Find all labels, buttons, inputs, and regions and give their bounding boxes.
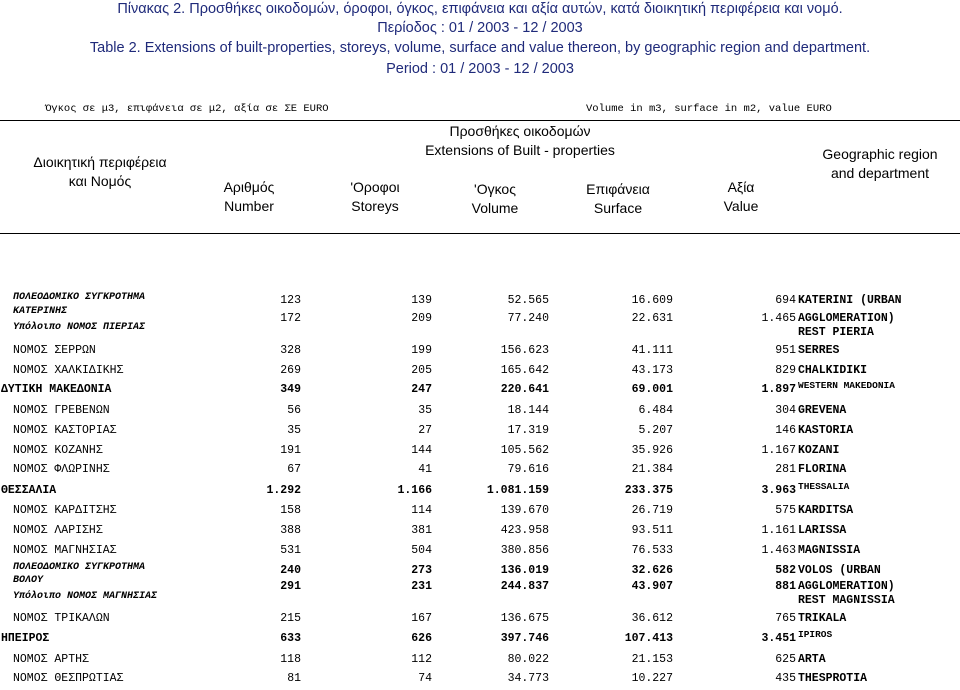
row-label-english: CHALKIDIKI [798, 364, 868, 377]
cell-number: 1.292 [266, 484, 301, 497]
cell-volume: 423.958 [500, 524, 549, 537]
row-label-english: KATERINI (URBAN [798, 294, 902, 307]
cell-value: 1.161 [761, 524, 796, 537]
header-bottom-rule [0, 233, 960, 234]
cell-surface: 35.926 [631, 444, 673, 457]
cell-surface: 107.413 [624, 632, 673, 645]
cell-volume: 52.565 [507, 294, 549, 307]
cell-storeys: 35 [418, 404, 432, 417]
cell-number: 172 [280, 312, 301, 325]
cell-storeys: 205 [411, 364, 432, 377]
row-label: Υπόλοιπο ΝΟΜΟΣ ΜΑΓΝΗΣΙΑΣ [13, 591, 158, 602]
table-row [0, 501, 960, 521]
units-note-greek: Όγκος σε μ3, επιφάνεια σε μ2, αξία σε ΣΕ EURO [45, 103, 329, 115]
header-region-greek [0, 153, 200, 191]
header-number-greek: Αριθμός [223, 179, 275, 195]
header-volume-greek: 'Ογκος [474, 181, 516, 197]
cell-surface: 26.719 [631, 504, 673, 517]
table-row-region [0, 629, 960, 649]
cell-value: 1.463 [761, 544, 796, 557]
header-surface-greek: Επιφάνεια [586, 181, 650, 197]
row-label-english: WESTERN MAKEDONIA [798, 380, 895, 391]
cell-surface: 43.173 [631, 364, 673, 377]
row-label-english: THESPROTIA [798, 672, 868, 685]
header-number-english: Number [224, 198, 274, 214]
cell-number: 123 [280, 294, 301, 307]
cell-storeys: 626 [411, 632, 432, 645]
cell-value: 765 [775, 612, 796, 625]
row-label: ΘΕΣΣΑΛΙΑ [1, 484, 57, 497]
cell-value: 1.465 [761, 312, 796, 325]
cell-value: 1.167 [761, 444, 796, 457]
row-label: ΝΟΜΟΣ ΦΛΩΡΙΝΗΣ [13, 463, 110, 476]
row-label-english: REST PIERIA [798, 326, 874, 339]
header-region-line2: και Νομός [68, 173, 132, 189]
cell-surface: 6.484 [638, 404, 673, 417]
row-label-english: REST MAGNISSIA [798, 594, 895, 607]
row-label: ΝΟΜΟΣ ΧΑΛΚΙΔΙΚΗΣ [13, 364, 124, 377]
cell-number: 191 [280, 444, 301, 457]
table-row [0, 341, 960, 361]
cell-volume: 380.856 [500, 544, 549, 557]
row-label: ΝΟΜΟΣ ΤΡΙΚΑΛΩΝ [13, 612, 110, 625]
cell-surface: 233.375 [624, 484, 673, 497]
row-label-english: LARISSA [798, 524, 847, 537]
header-geo-line2: and department [830, 165, 930, 181]
units-note-english: Volume in m3, surface in m2, value EURO [586, 103, 832, 115]
cell-volume: 77.240 [507, 312, 549, 325]
header-extensions-english: Extensions of Built - properties [425, 142, 615, 158]
cell-volume: 1.081.159 [486, 484, 549, 497]
cell-storeys: 112 [411, 653, 432, 666]
cell-surface: 22.631 [631, 312, 673, 325]
cell-storeys: 381 [411, 524, 432, 537]
cell-volume: 156.623 [500, 344, 549, 357]
cell-storeys: 144 [411, 444, 432, 457]
header-volume-english: Volume [471, 200, 519, 216]
period-greek: Περίοδος : 01 / 2003 - 12 / 2003 [377, 20, 583, 36]
row-label: ΝΟΜΟΣ ΚΟΖΑΝΗΣ [13, 444, 103, 457]
cell-storeys: 199 [411, 344, 432, 357]
cell-surface: 76.533 [631, 544, 673, 557]
header-number [194, 178, 304, 216]
cell-volume: 397.746 [500, 632, 549, 645]
cell-number: 215 [280, 612, 301, 625]
header-storeys-english: Storeys [351, 198, 399, 214]
header-surface-english: Surface [593, 200, 643, 216]
cell-value: 435 [775, 672, 796, 685]
row-label: ΠΟΛΕΟΔΟΜΙΚΟ ΣΥΓΚΡΟΤΗΜΑ [13, 292, 146, 303]
table-row-region [0, 380, 960, 400]
cell-value: 951 [775, 344, 796, 357]
cell-volume: 139.670 [500, 504, 549, 517]
cell-number: 388 [280, 524, 301, 537]
row-label-english: MAGNISSIA [798, 544, 861, 557]
cell-storeys: 41 [418, 463, 432, 476]
row-label: ΝΟΜΟΣ ΚΑΡΔΙΤΣΗΣ [13, 504, 117, 517]
row-label-english: VOLOS (URBAN [798, 564, 881, 577]
cell-storeys: 74 [418, 672, 432, 685]
row-label-english: KARDITSA [798, 504, 854, 517]
cell-value: 281 [775, 463, 796, 476]
table-row [0, 441, 960, 461]
cell-value: 3.451 [761, 632, 796, 645]
header-storeys-greek: 'Οροφοι [350, 179, 400, 195]
cell-number: 158 [280, 504, 301, 517]
cell-value: 146 [775, 424, 796, 437]
row-label-english: IPIROS [798, 629, 833, 640]
cell-volume: 105.562 [500, 444, 549, 457]
cell-number: 291 [280, 580, 301, 593]
header-value-greek: Αξία [727, 179, 755, 195]
row-label-english: KOZANI [798, 444, 840, 457]
table-row-region [0, 481, 960, 501]
cell-storeys: 139 [411, 294, 432, 307]
cell-volume: 244.837 [500, 580, 549, 593]
cell-surface: 43.907 [631, 580, 673, 593]
cell-volume: 136.019 [500, 564, 549, 577]
cell-number: 35 [287, 424, 301, 437]
cell-value: 304 [775, 404, 796, 417]
table-row [0, 669, 960, 689]
cell-number: 118 [280, 653, 301, 666]
cell-volume: 18.144 [507, 404, 549, 417]
header-extensions [360, 122, 680, 160]
cell-number: 531 [280, 544, 301, 557]
row-label: ΚΑΤΕΡΙΝΗΣ [13, 306, 68, 317]
row-label: Υπόλοιπο ΝΟΜΟΣ ΠΙΕΡΙΑΣ [13, 322, 146, 333]
cell-surface: 69.001 [631, 383, 673, 396]
cell-value: 575 [775, 504, 796, 517]
cell-number: 633 [280, 632, 301, 645]
header-geographic-region [800, 145, 960, 183]
row-label: ΝΟΜΟΣ ΜΑΓΝΗΣΙΑΣ [13, 544, 117, 557]
cell-volume: 80.022 [507, 653, 549, 666]
cell-storeys: 167 [411, 612, 432, 625]
cell-number: 56 [287, 404, 301, 417]
row-label-english: AGGLOMERATION) [798, 312, 895, 325]
table-row [0, 521, 960, 541]
cell-value: 1.897 [761, 383, 796, 396]
cell-surface: 16.609 [631, 294, 673, 307]
cell-value: 582 [775, 564, 796, 577]
row-label: ΝΟΜΟΣ ΚΑΣΤΟΡΙΑΣ [13, 424, 117, 437]
header-volume [440, 180, 550, 218]
row-label-english: ARTA [798, 653, 826, 666]
cell-value: 3.963 [761, 484, 796, 497]
title-english: Table 2. Extensions of built-properties, storeys, volume, surface and value thereon, by geographic region and department. [89, 40, 871, 56]
row-label-english: GREVENA [798, 404, 847, 417]
cell-number: 240 [280, 564, 301, 577]
header-top-rule [0, 120, 960, 121]
cell-number: 269 [280, 364, 301, 377]
cell-surface: 10.227 [631, 672, 673, 685]
cell-storeys: 504 [411, 544, 432, 557]
cell-surface: 93.511 [631, 524, 673, 537]
cell-number: 328 [280, 344, 301, 357]
cell-surface: 32.626 [631, 564, 673, 577]
header-region-line1: Διοικητική περιφέρεια [33, 154, 167, 170]
row-label: ΝΟΜΟΣ ΑΡΤΗΣ [13, 653, 89, 666]
header-extensions-greek: Προσθήκες οικοδομών [449, 123, 591, 139]
row-label: ΝΟΜΟΣ ΣΕΡΡΩΝ [13, 344, 96, 357]
row-label: ΔΥΤΙΚΗ ΜΑΚΕΔΟΝΙΑ [1, 383, 112, 396]
row-label: ΠΟΛΕΟΔΟΜΙΚΟ ΣΥΓΚΡΟΤΗΜΑ [13, 562, 146, 573]
cell-volume: 220.641 [500, 383, 549, 396]
cell-volume: 79.616 [507, 463, 549, 476]
row-label-english: KASTORIA [798, 424, 854, 437]
row-label-english: AGGLOMERATION) [798, 580, 895, 593]
cell-surface: 21.153 [631, 653, 673, 666]
cell-surface: 36.612 [631, 612, 673, 625]
header-geo-line1: Geographic region [822, 146, 938, 162]
cell-storeys: 231 [411, 580, 432, 593]
cell-storeys: 114 [411, 504, 432, 517]
cell-value: 625 [775, 653, 796, 666]
cell-number: 67 [287, 463, 301, 476]
cell-value: 829 [775, 364, 796, 377]
cell-surface: 21.384 [631, 463, 673, 476]
table-row [0, 650, 960, 670]
row-label-english: THESSALIA [798, 481, 850, 492]
header-storeys [320, 178, 430, 216]
cell-volume: 17.319 [507, 424, 549, 437]
row-label: ΝΟΜΟΣ ΘΕΣΠΡΩΤΙΑΣ [13, 672, 124, 685]
table-row [0, 323, 960, 343]
row-label-english: SERRES [798, 344, 840, 357]
row-label-english: TRIKALA [798, 612, 847, 625]
row-label: ΒΟΛΟΥ [13, 575, 44, 586]
cell-number: 349 [280, 383, 301, 396]
cell-surface: 41.111 [631, 344, 673, 357]
table-row [0, 401, 960, 421]
header-surface [563, 180, 673, 218]
cell-storeys: 247 [411, 383, 432, 396]
cell-volume: 136.675 [500, 612, 549, 625]
row-label: ΝΟΜΟΣ ΓΡΕΒΕΝΩΝ [13, 404, 110, 417]
cell-number: 81 [287, 672, 301, 685]
header-value [686, 178, 796, 216]
cell-storeys: 1.166 [397, 484, 432, 497]
row-label: ΝΟΜΟΣ ΛΑΡΙΣΗΣ [13, 524, 103, 537]
cell-storeys: 209 [411, 312, 432, 325]
header-value-english: Value [723, 198, 759, 214]
table-row [0, 421, 960, 441]
period-english: Period : 01 / 2003 - 12 / 2003 [386, 61, 574, 77]
cell-surface: 5.207 [638, 424, 673, 437]
cell-storeys: 27 [418, 424, 432, 437]
cell-value: 881 [775, 580, 796, 593]
cell-storeys: 273 [411, 564, 432, 577]
row-label-english: FLORINA [798, 463, 847, 476]
title-greek: Πίνακας 2. Προσθήκες οικοδομών, όροφοι, όγκος, επιφάνεια και αξία αυτών, κατά διοικητική περιφέρεια και νομό. [117, 1, 843, 17]
cell-volume: 165.642 [500, 364, 549, 377]
row-label: ΗΠΕΙΡΟΣ [1, 632, 50, 645]
cell-volume: 34.773 [507, 672, 549, 685]
cell-value: 694 [775, 294, 796, 307]
table-row [0, 591, 960, 611]
